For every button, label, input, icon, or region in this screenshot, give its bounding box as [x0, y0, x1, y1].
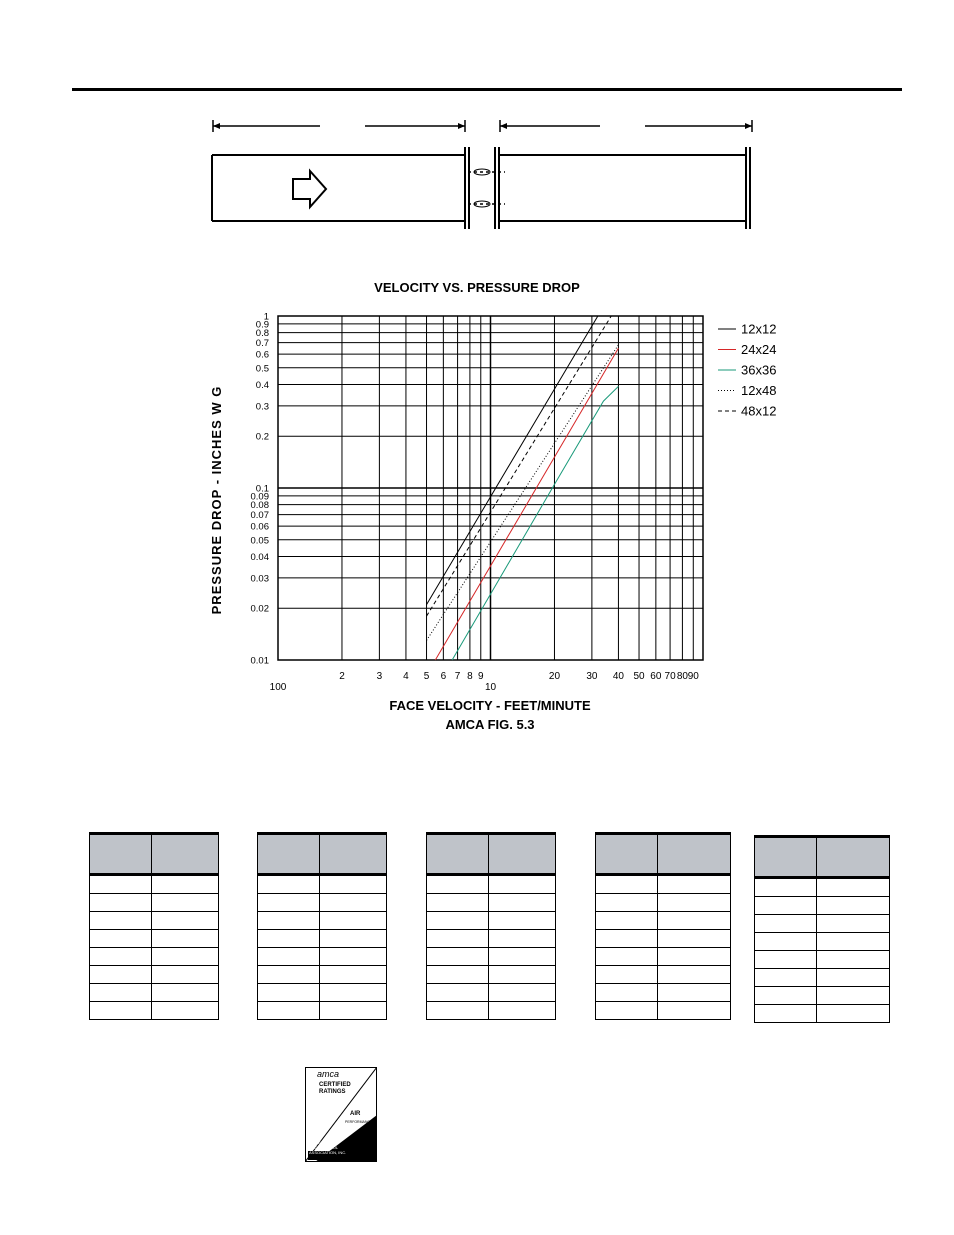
table-cell	[90, 984, 152, 1002]
table-cell	[817, 987, 890, 1005]
table-cell	[596, 930, 658, 948]
table-cell	[90, 875, 152, 894]
table-cell	[817, 878, 890, 897]
table-row	[258, 894, 387, 912]
table-cell	[817, 915, 890, 933]
legend-entry: 36x36	[741, 362, 777, 378]
table-row	[755, 1005, 890, 1023]
table-cell	[658, 948, 731, 966]
table-cell	[320, 912, 387, 930]
y-tick-label: 0.03	[250, 573, 269, 585]
table-cell	[258, 875, 320, 894]
table-row	[596, 930, 731, 948]
table-row	[596, 875, 731, 894]
amca-certified-ratings-logo	[305, 1067, 377, 1162]
duct-test-diagram	[200, 112, 760, 237]
y-tick-label: 0.09	[250, 491, 269, 503]
table-cell	[320, 966, 387, 984]
table-row	[427, 875, 556, 894]
table-row	[427, 948, 556, 966]
table-row	[427, 930, 556, 948]
table-row	[258, 966, 387, 984]
header-rule	[72, 88, 902, 91]
table-cell	[658, 1002, 731, 1020]
table-cell	[596, 948, 658, 966]
x-tick-label: 10	[484, 682, 497, 693]
table-cell	[90, 894, 152, 912]
y-axis-label: PRESSURE DROP - INCHES W G	[209, 385, 224, 615]
x-tick-label: 3	[376, 671, 383, 682]
table-cell	[658, 984, 731, 1002]
table-cell	[427, 875, 489, 894]
table-cell	[258, 894, 320, 912]
table-cell	[152, 966, 219, 984]
table-row	[427, 966, 556, 984]
legend-entry: 24x24	[741, 342, 777, 357]
table-cell	[489, 912, 556, 930]
y-tick-label: 0.9	[255, 319, 269, 331]
table-cell	[320, 948, 387, 966]
svg-text:ASSOCIATION, INC.: ASSOCIATION, INC.	[309, 1150, 347, 1155]
table-row	[596, 948, 731, 966]
table-cell	[489, 948, 556, 966]
data-table-5	[754, 835, 890, 1023]
table-row	[258, 1002, 387, 1020]
table-row	[90, 948, 219, 966]
table-header-row	[90, 834, 219, 875]
y-tick-label: 0.8	[255, 328, 269, 340]
table-cell	[489, 984, 556, 1002]
header-cell	[658, 834, 731, 875]
table-row	[596, 1002, 731, 1020]
svg-text:AND CONTROL: AND CONTROL	[309, 1145, 339, 1150]
table-cell	[596, 912, 658, 930]
table-cell	[817, 969, 890, 987]
svg-text:RATINGS: RATINGS	[319, 1089, 346, 1095]
y-tick-label: 0.01	[250, 655, 269, 667]
x-tick-label: 50	[633, 671, 645, 682]
series-line-24x24	[435, 348, 618, 660]
table-cell	[427, 984, 489, 1002]
table-row	[596, 984, 731, 1002]
x-tick-label: 20	[548, 671, 561, 682]
table-cell	[152, 894, 219, 912]
y-tick-label: 0.6	[255, 349, 269, 361]
y-tick-label: 0.04	[250, 551, 269, 563]
table-cell	[427, 948, 489, 966]
x-tick-label: 70	[664, 671, 676, 682]
table-row	[258, 984, 387, 1002]
y-tick-label: 0.02	[250, 603, 269, 615]
table-cell	[817, 897, 890, 915]
table-cell	[427, 966, 489, 984]
table-row	[596, 912, 731, 930]
table-row	[258, 912, 387, 930]
x-tick-label: 9	[477, 671, 484, 682]
table-cell	[658, 966, 731, 984]
table-cell	[596, 875, 658, 894]
table-cell	[90, 966, 152, 984]
y-tick-label: 1	[263, 311, 269, 323]
table-row	[427, 984, 556, 1002]
table-cell	[258, 930, 320, 948]
svg-text:CERTIFIED: CERTIFIED	[319, 1082, 351, 1088]
table-header-row	[755, 837, 890, 878]
series-line-36x36	[452, 386, 618, 660]
legend-entry: 48x12	[741, 403, 777, 419]
y-tick-label: 0.7	[255, 338, 269, 350]
table-row	[755, 969, 890, 987]
table-row	[90, 894, 219, 912]
svg-text:AIR: AIR	[309, 1135, 316, 1140]
y-tick-label: 0.05	[250, 535, 269, 547]
table-cell	[489, 875, 556, 894]
table-row	[90, 930, 219, 948]
x-tick-label: 6	[440, 671, 447, 682]
x-tick-label: 30	[586, 671, 598, 682]
series-line-48x12	[427, 316, 612, 616]
table-cell	[320, 1002, 387, 1020]
table-cell	[258, 1002, 320, 1020]
header-cell	[817, 837, 890, 878]
svg-text:PERFORMANCE: PERFORMANCE	[345, 1120, 373, 1124]
table-row	[596, 894, 731, 912]
table-row	[90, 966, 219, 984]
table-cell	[427, 912, 489, 930]
table-cell	[489, 894, 556, 912]
data-table-1	[89, 832, 219, 1020]
table-header-row	[427, 834, 556, 875]
table-cell	[596, 894, 658, 912]
table-cell	[320, 930, 387, 948]
table-cell	[90, 948, 152, 966]
header-cell	[258, 834, 320, 875]
table-cell	[427, 1002, 489, 1020]
y-tick-label: 0.3	[255, 401, 269, 413]
table-cell	[427, 930, 489, 948]
svg-text:amca: amca	[317, 1069, 340, 1079]
table-cell	[658, 930, 731, 948]
table-row	[427, 894, 556, 912]
svg-text:MOVEMENT: MOVEMENT	[309, 1140, 333, 1145]
table-cell	[817, 933, 890, 951]
table-row	[90, 984, 219, 1002]
table-cell	[152, 1002, 219, 1020]
table-cell	[755, 933, 817, 951]
table-cell	[320, 875, 387, 894]
x-tick-label: 90	[687, 671, 699, 682]
table-cell	[90, 1002, 152, 1020]
table-row	[258, 930, 387, 948]
table-cell	[90, 930, 152, 948]
table-cell	[320, 984, 387, 1002]
y-tick-label: 0.4	[255, 379, 269, 391]
header-cell	[90, 834, 152, 875]
table-row	[90, 912, 219, 930]
table-cell	[90, 912, 152, 930]
table-cell	[152, 948, 219, 966]
plot-frame	[278, 316, 703, 660]
x-tick-label: 5	[423, 671, 430, 682]
table-cell	[817, 1005, 890, 1023]
figure-caption: AMCA FIG. 5.3	[445, 717, 535, 732]
table-cell	[817, 951, 890, 969]
x-tick-label: 2	[339, 671, 345, 682]
table-cell	[755, 878, 817, 897]
x-axis-label: FACE VELOCITY - FEET/MINUTE	[389, 698, 591, 713]
header-cell	[755, 837, 817, 878]
legend-entry: 12x12	[741, 321, 777, 337]
data-table-3	[426, 832, 556, 1020]
x-tick-label: 7	[454, 671, 461, 682]
x-tick-label: 80	[676, 671, 688, 682]
table-cell	[755, 969, 817, 987]
data-table-2	[257, 832, 387, 1020]
table-cell	[755, 915, 817, 933]
table-row	[427, 912, 556, 930]
header-cell	[596, 834, 658, 875]
header-cell	[320, 834, 387, 875]
table-cell	[489, 966, 556, 984]
table-cell	[258, 912, 320, 930]
y-tick-label: 0.07	[250, 510, 269, 522]
y-tick-label: 0.08	[250, 500, 269, 512]
table-cell	[658, 894, 731, 912]
y-tick-label: 0.2	[255, 431, 269, 443]
table-cell	[596, 1002, 658, 1020]
table-row	[755, 878, 890, 897]
table-cell	[320, 894, 387, 912]
x-tick-label: 100	[269, 682, 287, 693]
table-cell	[489, 1002, 556, 1020]
table-cell	[427, 894, 489, 912]
table-cell	[258, 966, 320, 984]
table-row	[755, 915, 890, 933]
table-row	[596, 966, 731, 984]
table-cell	[755, 1005, 817, 1023]
table-cell	[152, 912, 219, 930]
table-header-row	[596, 834, 731, 875]
x-tick-label: 40	[612, 671, 625, 682]
y-tick-label: 0.06	[250, 521, 269, 533]
table-row	[755, 933, 890, 951]
table-row	[258, 875, 387, 894]
table-cell	[596, 966, 658, 984]
y-tick-label: 0.5	[255, 363, 269, 375]
table-header-row	[258, 834, 387, 875]
table-row	[427, 1002, 556, 1020]
x-tick-label: 8	[467, 671, 473, 682]
table-cell	[596, 984, 658, 1002]
legend-entry: 12x48	[741, 383, 777, 398]
table-cell	[489, 930, 556, 948]
table-row	[755, 897, 890, 915]
table-cell	[152, 875, 219, 894]
svg-text:AIR: AIR	[350, 1111, 361, 1117]
table-row	[90, 1002, 219, 1020]
table-cell	[658, 875, 731, 894]
table-cell	[258, 948, 320, 966]
header-cell	[427, 834, 489, 875]
data-table-4	[595, 832, 731, 1020]
header-cell	[152, 834, 219, 875]
table-row	[755, 987, 890, 1005]
table-cell	[152, 984, 219, 1002]
flow-arrow-icon	[293, 171, 326, 207]
table-cell	[152, 930, 219, 948]
table-cell	[658, 912, 731, 930]
table-row	[258, 948, 387, 966]
table-cell	[755, 987, 817, 1005]
series-line-12x48	[427, 345, 619, 641]
x-tick-label: 60	[650, 671, 662, 682]
table-cell	[755, 951, 817, 969]
table-row	[90, 875, 219, 894]
table-row	[755, 951, 890, 969]
y-tick-label: 0.1	[255, 483, 269, 495]
table-cell	[755, 897, 817, 915]
chart-title: VELOCITY VS. PRESSURE DROP	[374, 280, 580, 295]
series-line-12x12	[427, 316, 598, 605]
x-tick-label: 4	[403, 671, 409, 682]
header-cell	[489, 834, 556, 875]
table-cell	[258, 984, 320, 1002]
